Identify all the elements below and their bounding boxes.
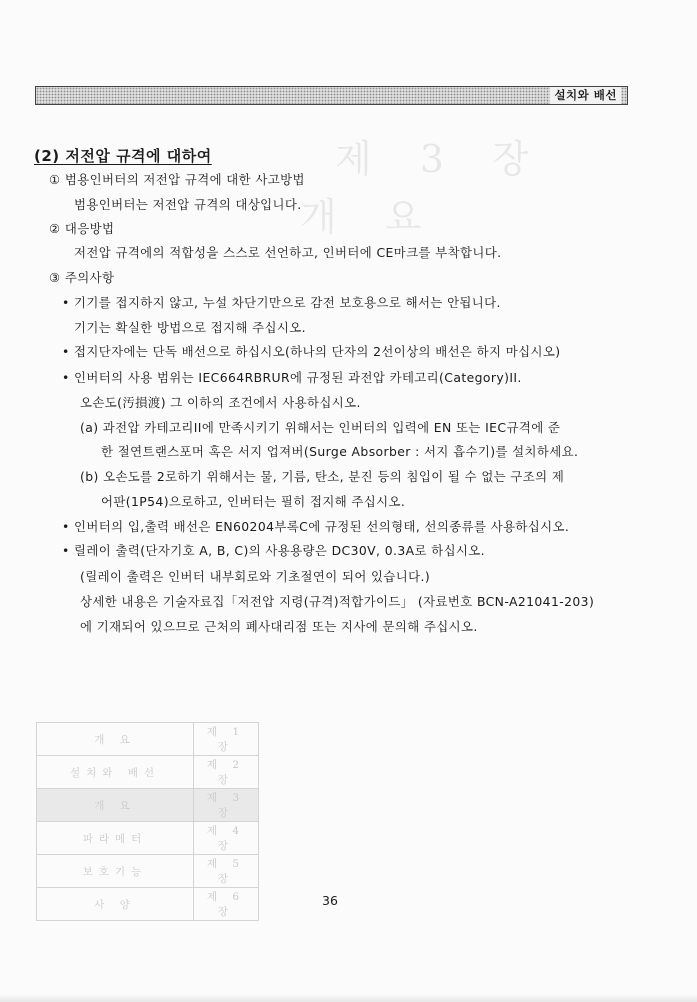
note-pollution-b: (b) 오손도를 2로하기 위해서는 물, 기름, 탄소, 분진 등의 침입이 될 수 없는 구조의 제 <box>80 469 565 484</box>
note-io-wiring: • 인버터의 입,출력 배선은 EN60204부록C에 규정된 선의형태, 선의종류를 사용하십시오. <box>62 519 570 534</box>
note-reference-cont: 에 기재되어 있으므로 근처의 폐사대리점 또는 지사에 문의해 주십시오. <box>80 619 478 634</box>
item-1-body: 범용인버터는 저전압 규격의 대상입니다. <box>74 197 302 212</box>
item-2-body: 저전압 규격에의 적합성을 스스로 선언하고, 인버터에 CE마크를 부착합니다. <box>74 245 502 260</box>
note-relay-output-cont: (릴레이 출력은 인버터 내부회로와 기초절연이 되어 있습니다.) <box>80 569 431 584</box>
ghost-chapter-subtitle: 개 요 <box>300 195 440 239</box>
item-2-heading: ② 대응방법 <box>49 221 115 236</box>
index-row <box>37 756 259 789</box>
index-cell-right: 제 3 장 <box>194 789 259 822</box>
index-cell-left: 파라메터 <box>37 822 194 855</box>
chapter-index-table <box>36 722 259 921</box>
note-usage-range: • 인버터의 사용 범위는 IEC664RBRUR에 규정된 과전압 카테고리(Category)II. <box>62 370 522 385</box>
index-cell-right: 제 2 장 <box>194 756 259 789</box>
note-overvoltage-a-cont: 한 절연트랜스포머 혹은 서지 업져버(Surge Absorber : 서지 흡수기)를 설치하세요. <box>101 444 579 459</box>
note-pollution-b-cont: 어판(1P54)으로하고, 인버터는 필히 접지해 주십시오. <box>101 494 406 509</box>
index-row-current <box>37 789 259 822</box>
note-reference: 상세한 내용은 기술자료집「저전압 지령(규격)적합가이드」 (자료번호 BCN-A21041-203) <box>80 594 595 609</box>
item-3-heading: ③ 주의사항 <box>49 270 115 285</box>
page-number: 36 <box>322 893 338 908</box>
index-cell-right: 제 6 장 <box>194 888 259 921</box>
index-row <box>37 888 259 921</box>
index-cell-left: 설치와 배선 <box>37 756 194 789</box>
index-cell-left: 보호기능 <box>37 855 194 888</box>
note-ground-terminal: • 접지단자에는 단독 배선으로 하십시오(하나의 단자의 2선이상의 배선은 하지 마십시오) <box>62 344 561 359</box>
index-cell-right: 제 1 장 <box>194 723 259 756</box>
note-relay-output: • 릴레이 출력(단자기호 A, B, C)의 사용용량은 DC30V, 0.3A로 하십시오. <box>62 543 486 558</box>
index-row <box>37 855 259 888</box>
section-title: (2) 저전압 규격에 대하여 <box>34 147 212 165</box>
index-cell-right: 제 5 장 <box>194 855 259 888</box>
ghost-chapter-heading: 제 3 장 <box>335 137 547 181</box>
note-usage-range-cont: 오손도(汚損渡) 그 이하의 조건에서 사용하십시오. <box>80 395 361 410</box>
chapter-header-bar <box>35 86 628 105</box>
index-cell-right: 제 4 장 <box>194 822 259 855</box>
chapter-header-label: 설치와 배선 <box>550 87 621 104</box>
index-cell-left: 개 요 <box>37 789 194 822</box>
note-grounding: • 기기를 접지하지 않고, 누설 차단기만으로 감전 보호용으로 해서는 안됩니다. <box>62 295 501 310</box>
item-1-heading: ① 범용인버터의 저전압 규격에 대한 사고방법 <box>49 172 305 187</box>
note-grounding-cont: 기기는 확실한 방법으로 접지해 주십시오. <box>74 320 306 335</box>
index-cell-left: 사 양 <box>37 888 194 921</box>
note-overvoltage-a: (a) 과전압 카테고리II에 만족시키기 위해서는 인버터의 입력에 EN 또는 IEC규격에 준 <box>80 420 561 435</box>
index-cell-left: 개 요 <box>37 723 194 756</box>
index-row <box>37 822 259 855</box>
index-row <box>37 723 259 756</box>
scan-edge <box>0 994 697 1002</box>
